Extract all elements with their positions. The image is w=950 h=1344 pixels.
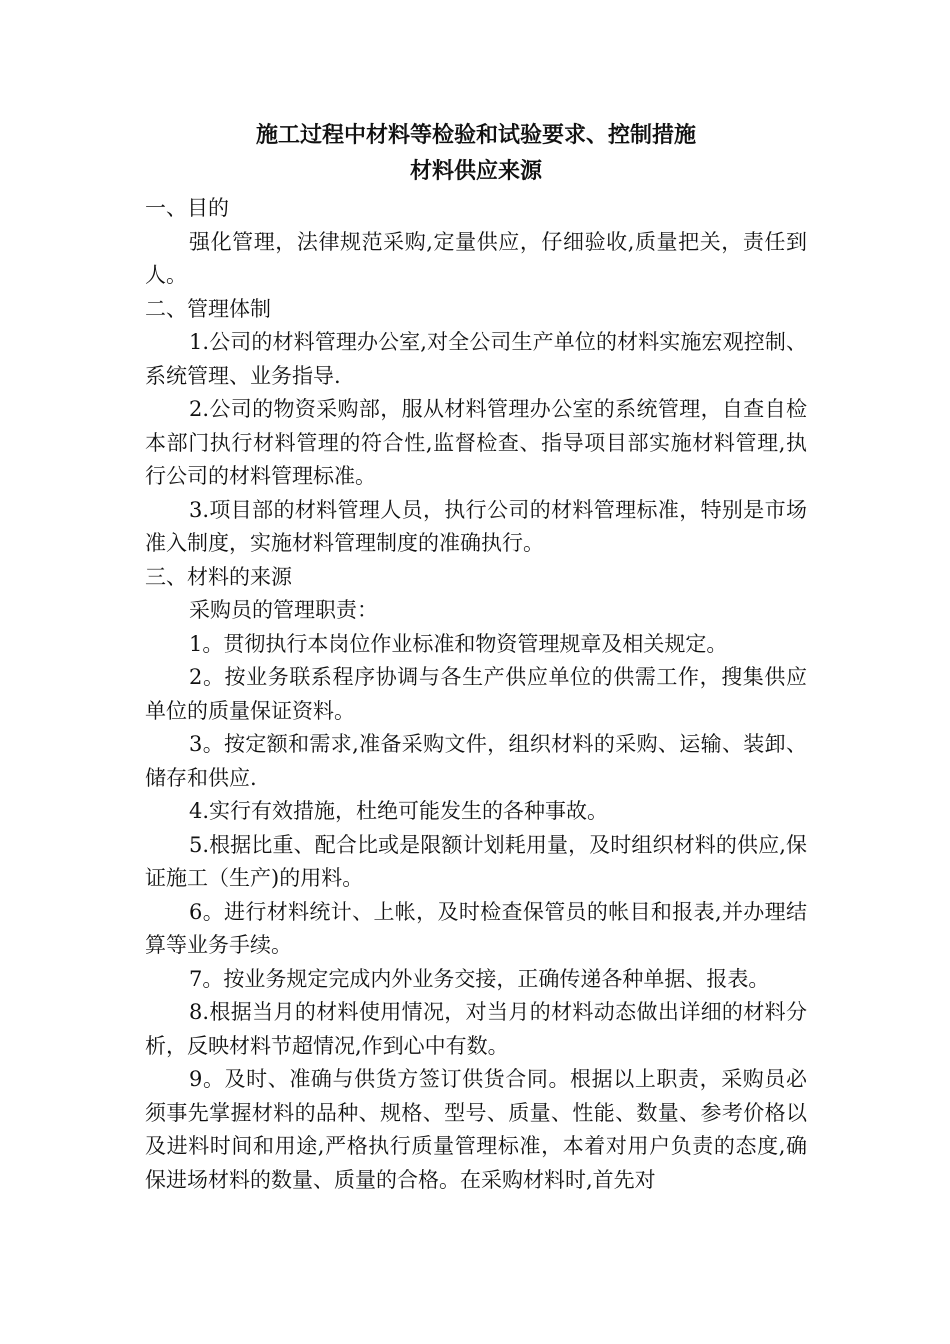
- paragraph: 8.根据当月的材料使用情况，对当月的材料动态做出详细的材料分析，反映材料节超情况,作到心中有数。: [145, 1000, 807, 1058]
- section-heading: 一、目的: [145, 196, 229, 220]
- section-material-source: [145, 561, 807, 1198]
- section-heading: 二、管理体制: [145, 296, 271, 321]
- paragraph: 2.公司的物资采购部，服从材料管理办公室的系统管理，自查自检本部门执行材料管理的符合性,监督检查、指导项目部实施材料管理,执行公司的材料管理标准。: [145, 397, 807, 488]
- paragraph: 2。按业务联系程序协调与各生产供应单位的供需工作，搜集供应单位的质量保证资料。: [145, 665, 807, 723]
- paragraph: 9。及时、准确与供货方签订供货合同。根据以上职责，采购员必须事先掌握材料的品种、规格、型号、质量、性能、数量、参考价格以及进料时间和用途,严格执行质量管理标准，本着对用户负责的态度,确保进场材料的数量、质量的合格。在采购材料时,首先对: [145, 1067, 807, 1192]
- paragraph: 1。贯彻执行本岗位作业标准和物资管理规章及相关规定。: [189, 631, 728, 656]
- paragraph: 3。按定额和需求,准备采购文件，组织材料的采购、运输、装卸、储存和供应.: [145, 732, 807, 790]
- paragraph: 7。按业务规定完成内外业务交接，正确传递各种单据、报表。: [189, 966, 770, 991]
- paragraph: 1.公司的材料管理办公室,对全公司生产单位的材料实施宏观控制、系统管理、业务指导.: [145, 330, 807, 388]
- paragraph: 4.实行有效措施，杜绝可能发生的各种事故。: [189, 799, 609, 823]
- document-subtitle: 材料供应来源: [409, 159, 542, 184]
- section-heading: 三、材料的来源: [145, 564, 292, 589]
- section-purpose: [145, 192, 807, 293]
- section-management-system: [145, 293, 807, 561]
- document-title: 施工过程中材料等检验和试验要求、控制措施: [255, 123, 696, 148]
- paragraph: 3.项目部的材料管理人员，执行公司的材料管理标准，特别是市场准入制度，实施材料管理制度的准确执行。: [145, 497, 807, 555]
- paragraph: 强化管理，法律规范采购,定量供应，仔细验收,质量把关，责任到人。: [145, 229, 807, 287]
- paragraph: 采购员的管理职责：: [189, 598, 378, 622]
- document-body: [145, 118, 807, 1197]
- paragraph: 6。进行材料统计、上帐，及时检查保管员的帐目和报表,并办理结算等业务手续。: [145, 899, 807, 957]
- paragraph: 5.根据比重、配合比或是限额计划耗用量，及时组织材料的供应,保证施工（生产)的用料。: [145, 832, 807, 890]
